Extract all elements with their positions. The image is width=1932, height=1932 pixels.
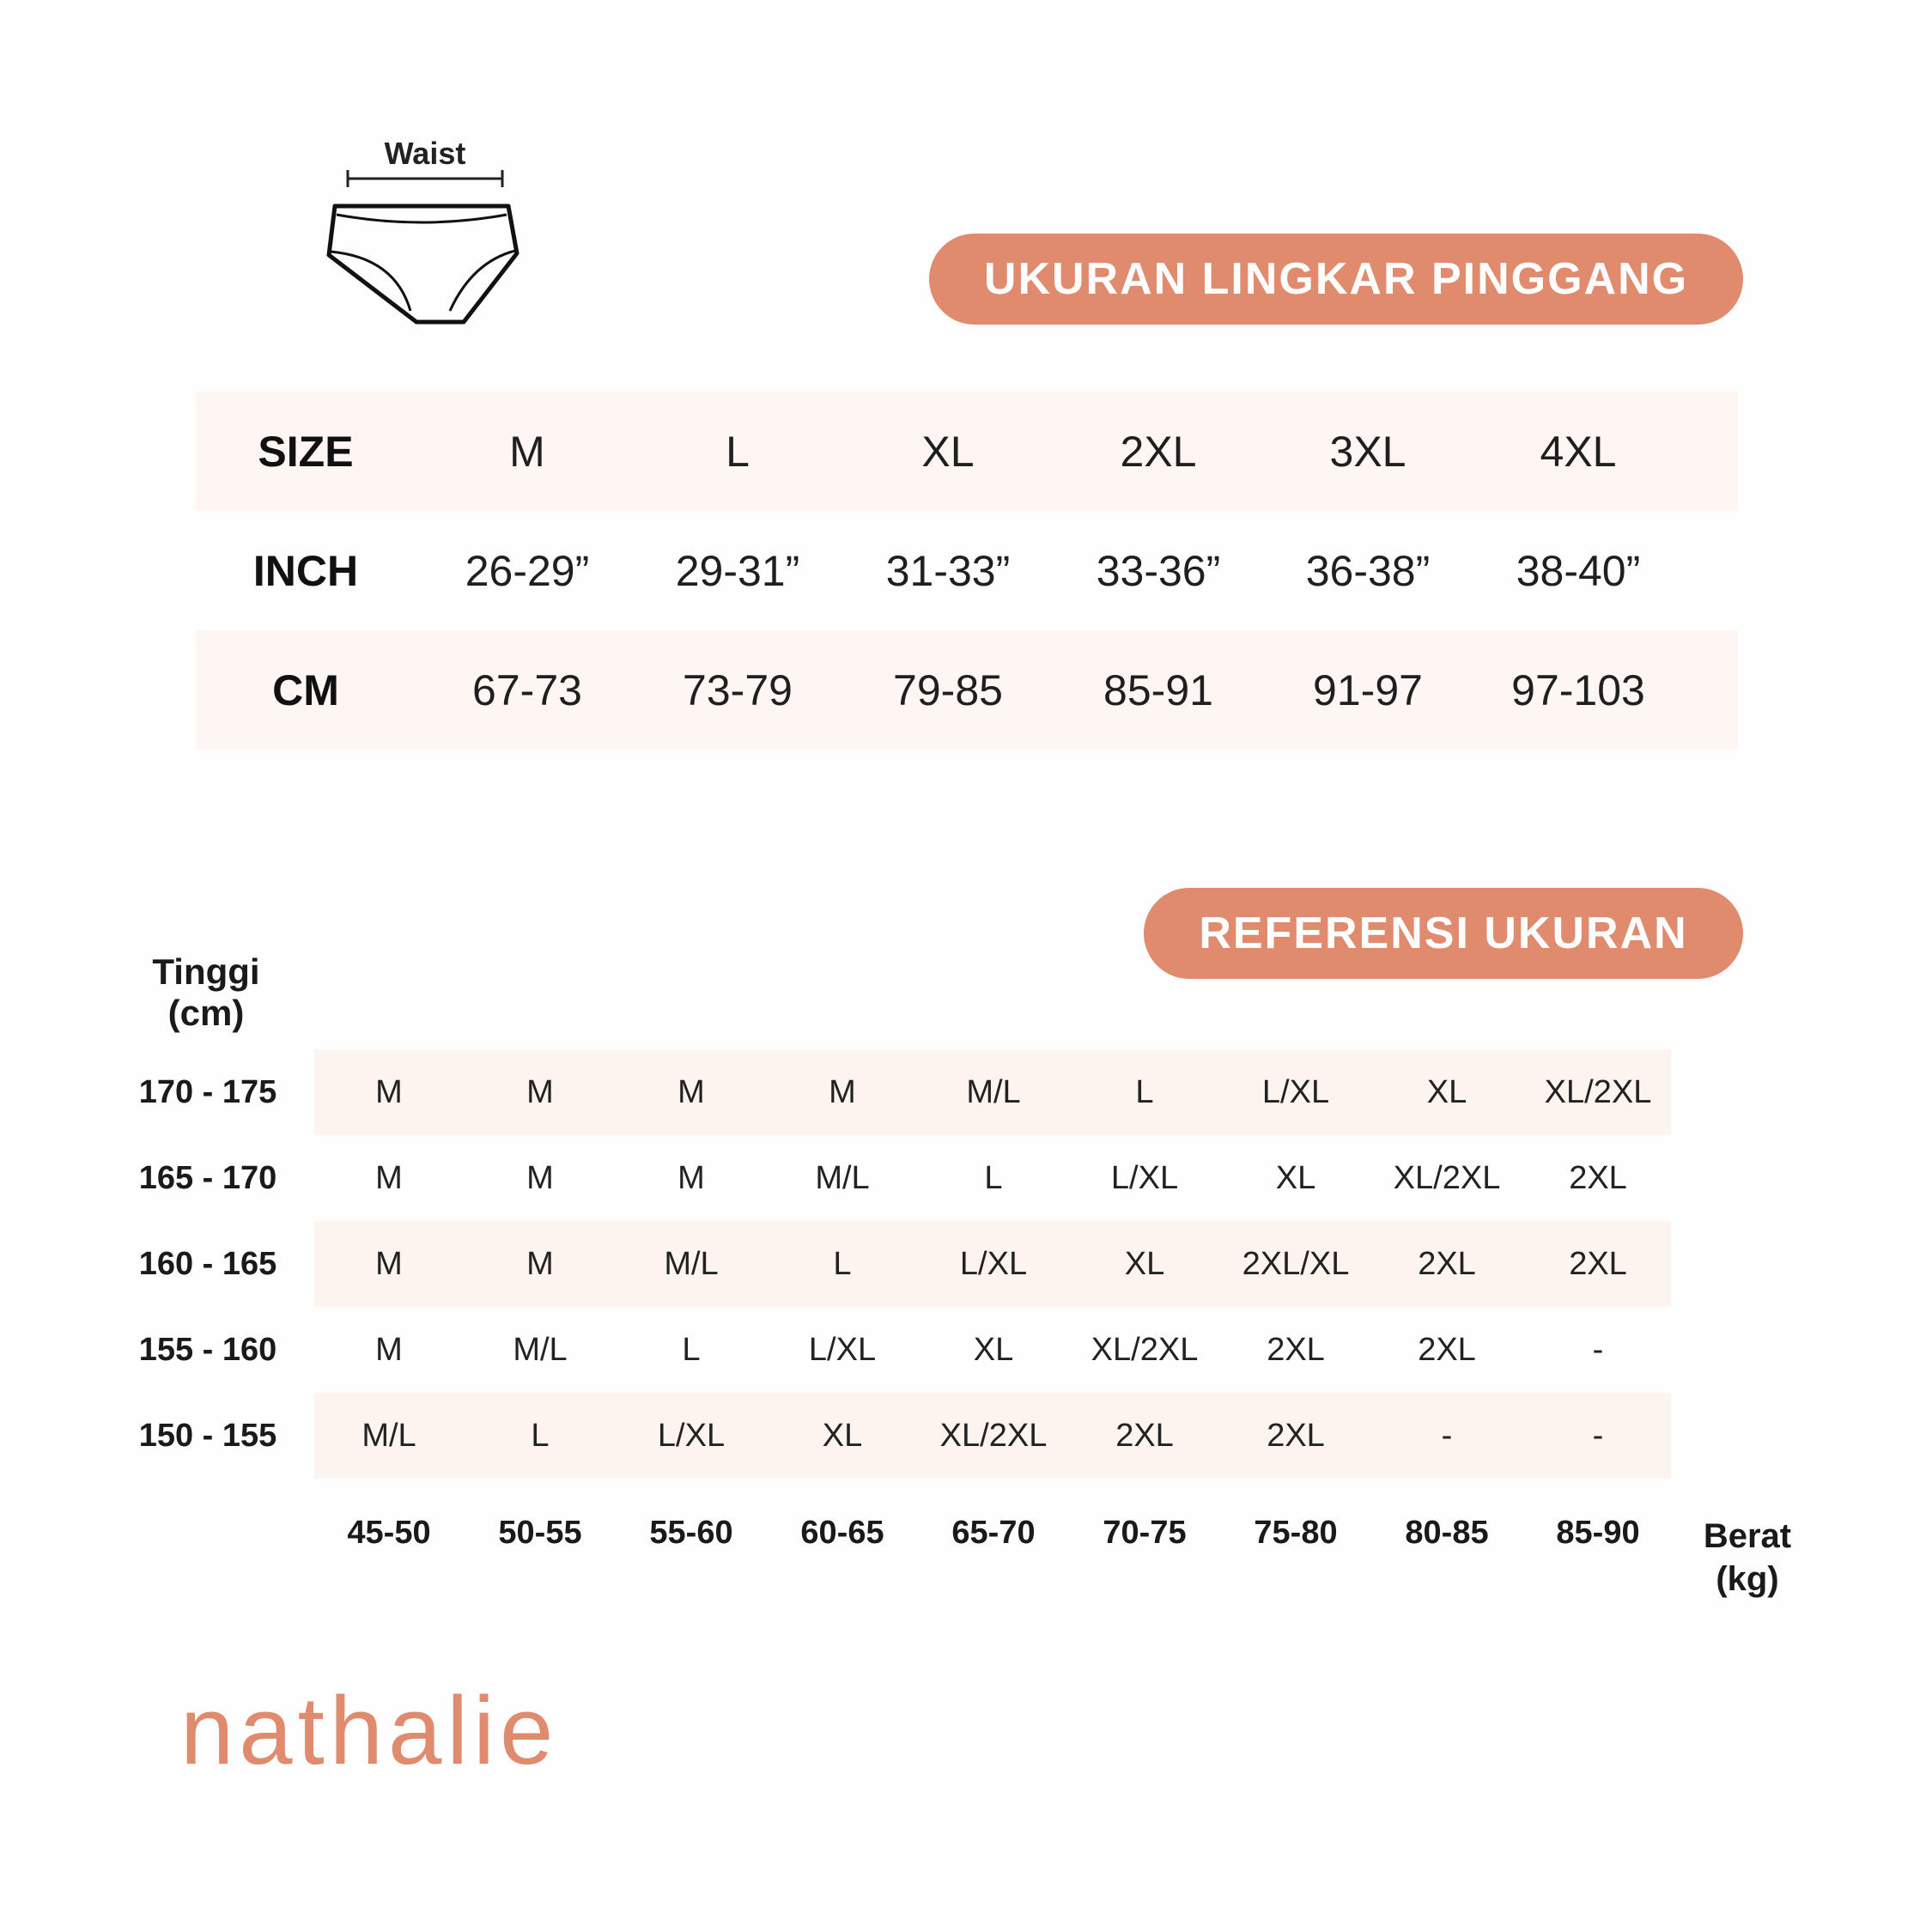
table-cell: 67-73 [472,665,582,714]
size-cell: M/L [966,1073,1021,1110]
size-cell: M [375,1331,403,1368]
weight-axis-label: Berat (kg) [1703,1517,1792,1598]
row-label: CM [272,665,339,714]
size-cell: XL [822,1417,863,1454]
size-cell: 2XL [1115,1417,1174,1454]
waist-size-title: UKURAN LINGKAR PINGGANG [929,234,1743,325]
size-cell: - [1592,1417,1604,1454]
weight-label: 75-80 [1254,1515,1338,1551]
size-cell: XL [973,1331,1014,1368]
table-row [0,1393,1932,1479]
table-row [0,1221,1932,1307]
weight-label: 80-85 [1405,1515,1489,1551]
waist-label: Waist [384,136,466,171]
size-cell: XL [1275,1159,1316,1196]
size-cell: M [526,1073,554,1110]
table-row-cm [196,630,1738,750]
size-cell: XL [1124,1245,1165,1282]
height-label: 165 - 170 [138,1159,277,1196]
table-cell: 29-31” [675,546,800,595]
table-cell: 26-29” [465,546,590,595]
table-cell: 31-33” [885,546,1011,595]
size-cell: L/XL [1261,1073,1330,1110]
table-row [0,1049,1932,1135]
size-cell: 2XL [1418,1245,1476,1282]
size-cell: 2XL [1418,1331,1476,1368]
size-cell: - [1441,1417,1453,1454]
size-cell: L [833,1245,852,1282]
size-cell: 2XL/XL [1242,1245,1350,1282]
size-cell: M/L [815,1159,870,1196]
size-cell: M [677,1073,705,1110]
weight-label: 65-70 [951,1515,1036,1551]
table-cell: 97-103 [1511,665,1645,714]
size-cell: XL [1426,1073,1467,1110]
waist-size-table [196,392,1738,750]
height-label: 170 - 175 [138,1073,277,1110]
table-cell: 79-85 [893,665,1003,714]
size-cell: L/XL [808,1331,877,1368]
size-cell: 2XL [1267,1331,1325,1368]
size-cell: XL/2XL [1393,1159,1501,1196]
size-cell: M [375,1245,403,1282]
height-axis-label: Tinggi (cm) [152,951,260,1033]
size-cell: L [984,1159,1003,1196]
table-row-size [196,392,1738,511]
weight-label: 45-50 [347,1515,431,1551]
size-cell: M/L [513,1331,568,1368]
weight-label: 85-90 [1556,1515,1640,1551]
table-cell: M [509,427,545,476]
size-cell: L [1135,1073,1154,1110]
table-cell: 3XL [1329,427,1406,476]
size-cell: M [526,1245,554,1282]
size-cell: 2XL [1267,1417,1325,1454]
table-cell: 4XL [1540,427,1617,476]
height-label: 150 - 155 [138,1417,277,1454]
size-cell: XL/2XL [1091,1331,1199,1368]
size-cell: M/L [664,1245,719,1282]
size-cell: L/XL [1110,1159,1179,1196]
size-cell: M [375,1073,403,1110]
table-row [0,1135,1932,1221]
row-label: SIZE [258,427,354,476]
size-cell: XL/2XL [1544,1073,1652,1110]
row-label: INCH [252,546,359,595]
table-cell: 85-91 [1103,665,1213,714]
size-cell: L [682,1331,701,1368]
weight-label: 70-75 [1103,1515,1187,1551]
weight-label: 60-65 [800,1515,884,1551]
size-cell: 2XL [1569,1159,1627,1196]
size-cell: M [375,1159,403,1196]
table-cell: 73-79 [683,665,793,714]
size-reference-title: REFERENSI UKURAN [1144,888,1743,979]
table-cell: 33-36” [1096,546,1221,595]
size-cell: L [531,1417,550,1454]
size-cell: M/L [361,1417,416,1454]
weight-label: 55-60 [649,1515,733,1551]
size-cell: M [526,1159,554,1196]
size-cell: L/XL [657,1417,726,1454]
size-cell: XL/2XL [939,1417,1048,1454]
table-cell: 38-40” [1516,546,1641,595]
table-cell: L [726,427,750,476]
size-cell: L/XL [959,1245,1028,1282]
size-cell: M [829,1073,856,1110]
height-label: 160 - 165 [138,1245,277,1282]
table-cell: 36-38” [1305,546,1431,595]
brand-logo: nathalie [180,1677,559,1784]
table-row-inch [196,511,1738,630]
table-cell: XL [921,427,975,476]
weight-label: 50-55 [498,1515,582,1551]
table-cell: 2XL [1120,427,1197,476]
height-label: 155 - 160 [138,1331,277,1368]
size-cell: - [1592,1331,1604,1368]
size-cell: M [677,1159,705,1196]
table-cell: 91-97 [1313,665,1423,714]
table-row [0,1307,1932,1393]
size-cell: 2XL [1569,1245,1627,1282]
